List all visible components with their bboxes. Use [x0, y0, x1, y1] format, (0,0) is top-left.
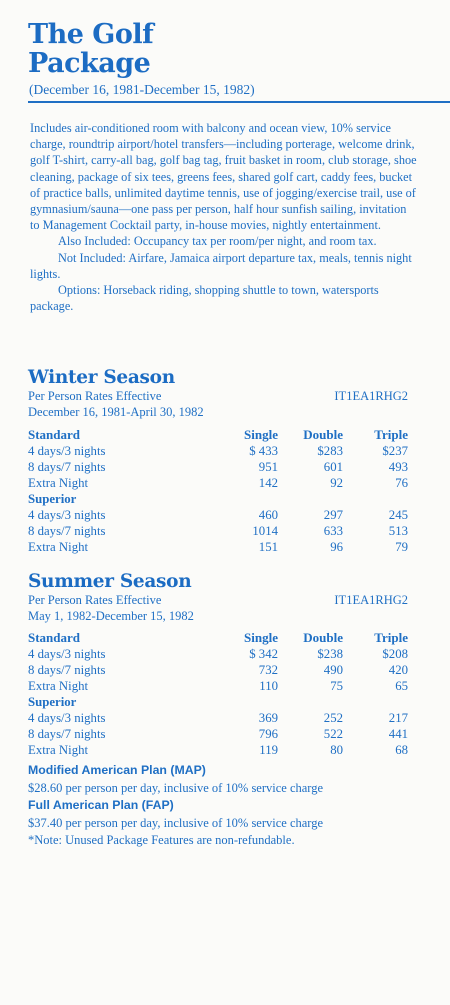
row-label: 4 days/3 nights [28, 711, 106, 725]
includes-text: Includes air-conditioned room with balcony and ocean view, 10% service charge, roundtrip airport/hotel transfers—including porterage, welcome drink, golf T-shirt, carry-all bag, golf bag tag, fruit basket in room, club storage, shoe cleaning, package of six tees, greens fees, shared golf cart, caddy fees, bucket of practice balls, unlimited daytime tennis, use of jogging/exercise trail, use of gymnasium/sauna—one pass per person, half hour sunfish sailing, invitation to Management Cocktail party, in-house movies, nightly entertainment. [30, 121, 417, 233]
price-single: 796 [258, 727, 278, 741]
table-row [28, 523, 408, 539]
winter-meta [28, 389, 408, 420]
superior-header-row [28, 491, 408, 507]
col-double: Double [303, 630, 343, 645]
col-single: Single [244, 630, 278, 645]
price-double: 96 [330, 540, 343, 554]
table-row [28, 459, 408, 475]
price-double: $238 [317, 647, 343, 661]
price-triple: 441 [388, 727, 408, 741]
price-single: 110 [259, 679, 278, 693]
price-single: $ 342 [249, 647, 278, 661]
col-triple: Triple [374, 427, 408, 442]
price-triple: $237 [382, 444, 408, 458]
price-single: 951 [258, 460, 278, 474]
map-text: $28.60 per person per day, inclusive of 10% service charge [28, 780, 324, 795]
summer-rates-label: Per Person Rates Effective [28, 593, 162, 607]
table-row [28, 678, 408, 694]
price-double: 490 [323, 663, 343, 677]
not-included-text: Not Included: Airfare, Jamaica airport departure tax, meals, tennis night lights. [30, 250, 412, 281]
table-row [28, 507, 408, 523]
price-triple: 245 [388, 508, 408, 522]
price-double: 80 [330, 743, 343, 757]
price-double: $283 [317, 444, 343, 458]
col-double: Double [303, 427, 343, 442]
row-label: 8 days/7 nights [28, 460, 106, 474]
row-label: 4 days/3 nights [28, 444, 106, 458]
price-single: 732 [258, 663, 278, 677]
summer-rates-table [28, 630, 408, 758]
package-dates: (December 16, 1981-December 15, 1982) [29, 82, 255, 97]
price-triple: 68 [395, 743, 408, 757]
title-line-2: Package [28, 48, 151, 79]
price-single: 460 [258, 508, 278, 522]
winter-code: IT1EA1RHG2 [334, 389, 408, 403]
price-double: 601 [323, 460, 343, 474]
price-double: 75 [330, 679, 343, 693]
price-double: 252 [323, 711, 343, 725]
price-single: 142 [258, 476, 278, 490]
price-triple: 420 [388, 663, 408, 677]
row-label: Extra Night [28, 476, 89, 490]
table-row [28, 443, 408, 459]
standard-label: Standard [28, 427, 81, 442]
price-triple: 493 [388, 460, 408, 474]
superior-label: Superior [28, 492, 77, 506]
price-triple: 76 [395, 476, 408, 490]
table-row [28, 539, 408, 555]
superior-header-row [28, 694, 408, 710]
winter-rates-table [28, 427, 408, 555]
winter-rates-label: Per Person Rates Effective [28, 389, 162, 403]
price-single: 119 [259, 743, 278, 757]
table-row [28, 662, 408, 678]
table-row [28, 742, 408, 758]
summer-dates: May 1, 1982-December 15, 1982 [28, 608, 194, 623]
table-row [28, 710, 408, 726]
map-title: Modified American Plan (MAP) [28, 763, 206, 777]
row-label: Extra Night [28, 679, 89, 693]
table-row [28, 646, 408, 662]
price-triple: 217 [388, 711, 408, 725]
row-label: 4 days/3 nights [28, 647, 106, 661]
meal-plans [28, 762, 428, 850]
row-label: 8 days/7 nights [28, 524, 106, 538]
standard-label: Standard [28, 630, 81, 645]
price-single: $ 433 [249, 444, 278, 458]
price-double: 297 [323, 508, 343, 522]
title-line-1: The Golf [28, 19, 154, 50]
row-label: Extra Night [28, 540, 89, 554]
col-single: Single [244, 427, 278, 442]
winter-season-title: Winter Season [28, 367, 175, 388]
summer-code: IT1EA1RHG2 [334, 593, 408, 607]
row-label: Extra Night [28, 743, 89, 757]
price-triple: 65 [395, 679, 408, 693]
row-label: 8 days/7 nights [28, 727, 106, 741]
refund-note: *Note: Unused Package Features are non-refundable. [28, 833, 295, 847]
fap-title: Full American Plan (FAP) [28, 798, 174, 812]
header-rule [28, 101, 450, 103]
row-label: 8 days/7 nights [28, 663, 106, 677]
price-double: 92 [330, 476, 343, 490]
table-row [28, 726, 408, 742]
table-header-row [28, 427, 408, 443]
page-title [28, 20, 153, 78]
price-triple: 79 [395, 540, 408, 554]
table-header-row [28, 630, 408, 646]
price-single: 151 [258, 540, 278, 554]
table-row [28, 475, 408, 491]
row-label: 4 days/3 nights [28, 508, 106, 522]
fap-text: $37.40 per person per day, inclusive of 10% service charge [28, 815, 324, 830]
price-triple: 513 [388, 524, 408, 538]
price-triple: $208 [382, 647, 408, 661]
summer-season-title: Summer Season [28, 571, 192, 592]
package-description [30, 120, 418, 314]
options-text: Options: Horseback riding, shopping shuttle to town, watersports package. [30, 283, 379, 314]
summer-meta [28, 593, 408, 624]
price-double: 522 [323, 727, 343, 741]
superior-label: Superior [28, 695, 77, 709]
price-double: 633 [323, 524, 343, 538]
col-triple: Triple [374, 630, 408, 645]
price-single: 369 [258, 711, 278, 725]
winter-dates: December 16, 1981-April 30, 1982 [28, 404, 204, 419]
price-single: 1014 [252, 524, 278, 538]
also-included-text: Also Included: Occupancy tax per room/per night, and room tax. [58, 234, 377, 249]
